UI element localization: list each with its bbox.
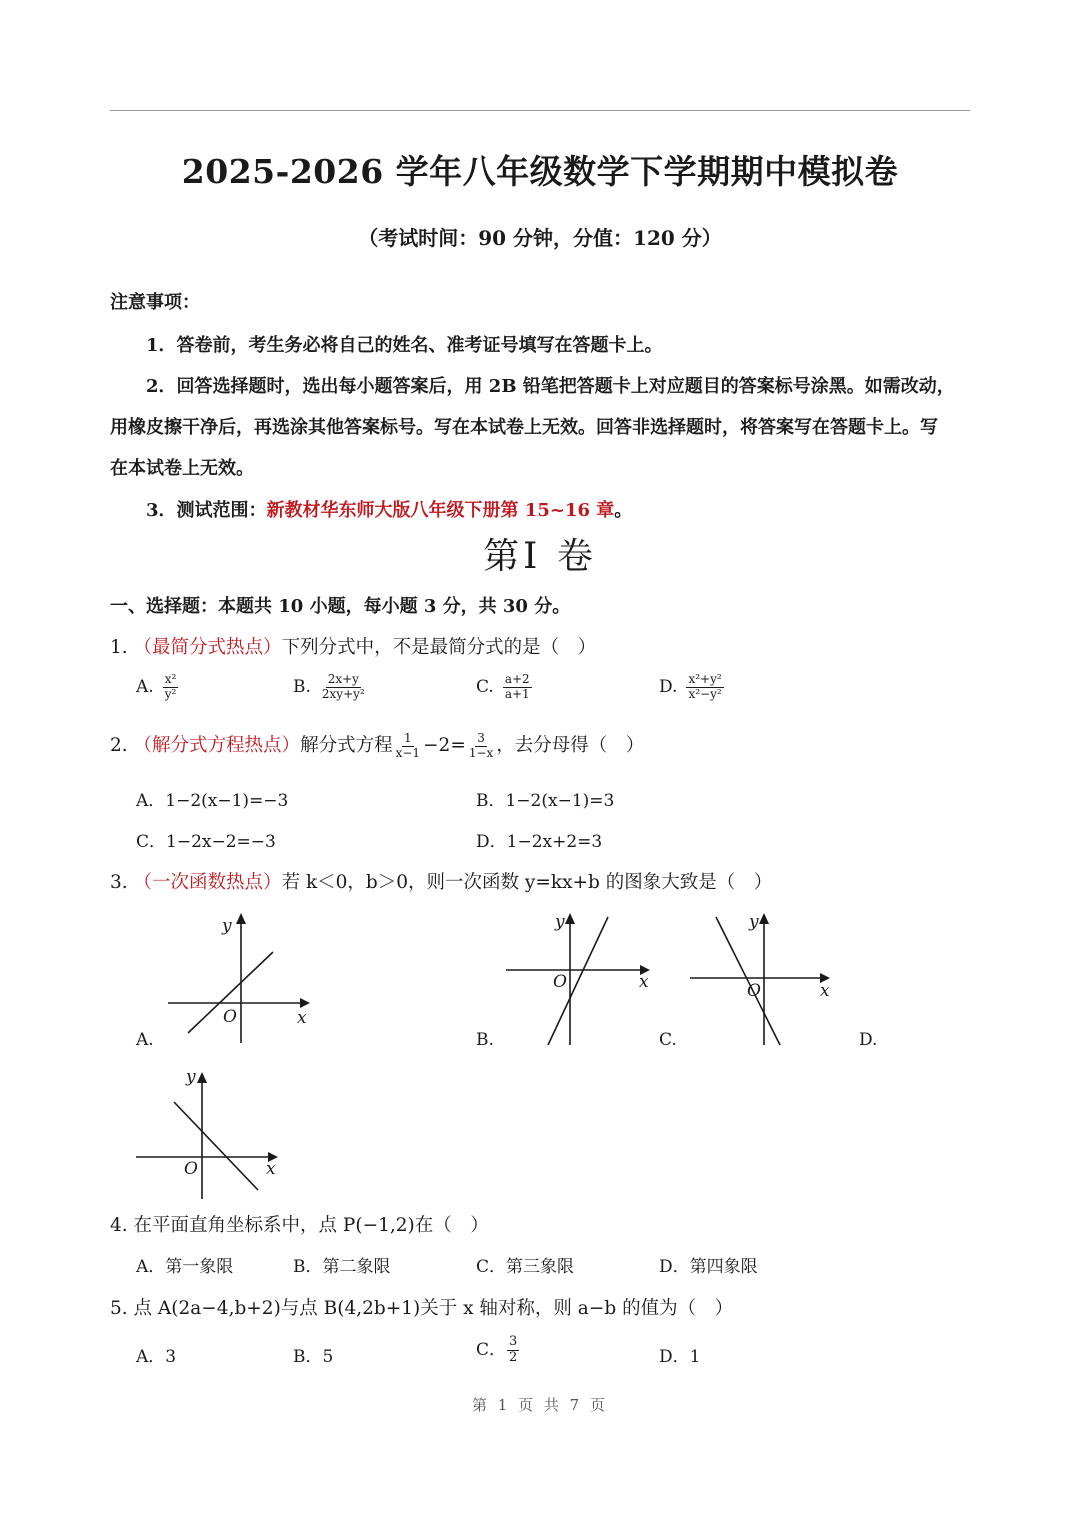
q2-fraction-2-denominator: 1−x bbox=[468, 745, 494, 760]
q2-tag: （解分式方程热点） bbox=[133, 735, 301, 756]
q4-number: 4. bbox=[110, 1215, 128, 1236]
q1-option-d-label: D. bbox=[659, 676, 678, 697]
q1-option-b bbox=[293, 673, 368, 702]
q1-option-c-numerator: a+2 bbox=[504, 672, 530, 686]
q3-text: 若 k＜0，b＞0，则一次函数 y=kx+b 的图象大致是（ ） bbox=[281, 872, 773, 893]
exam-title: 2025-2026 学年八年级数学下学期期中模拟卷 bbox=[181, 152, 899, 191]
q3-graph-d-y-label: y bbox=[186, 1067, 196, 1087]
question-2 bbox=[110, 731, 644, 760]
q4-option-a: A．第一象限 bbox=[136, 1257, 234, 1277]
q2-option-a: A．1−2(x−1)=−3 bbox=[136, 791, 289, 811]
q3-graph-c-x-label: x bbox=[820, 981, 830, 1001]
q3-option-b-label: B. bbox=[476, 1030, 494, 1050]
q2-fraction-2 bbox=[467, 732, 495, 761]
page-footer: 第 1 页 共 7 页 bbox=[472, 1396, 608, 1414]
question-5 bbox=[110, 1294, 733, 1320]
header-rule bbox=[110, 110, 970, 111]
q1-option-d-denominator: x²−y² bbox=[688, 686, 722, 701]
q2-fraction-1-denominator: x−1 bbox=[395, 745, 421, 760]
q5-option-d: D．1 bbox=[659, 1347, 701, 1367]
q4-option-c: C．第三象限 bbox=[476, 1257, 575, 1277]
q3-graph-c-y-label: y bbox=[749, 912, 759, 932]
q1-option-a-fraction bbox=[163, 673, 179, 702]
q1-option-c bbox=[476, 673, 533, 702]
q5-number: 5. bbox=[110, 1298, 128, 1319]
q2-fraction-1 bbox=[394, 732, 422, 761]
q3-graph-a-x-label: x bbox=[297, 1008, 307, 1028]
notice-item-3-prefix: 3．测试范围： bbox=[146, 500, 267, 521]
q1-option-b-label: B. bbox=[293, 676, 311, 697]
notice-item-2-line-3: 在本试卷上无效。 bbox=[110, 458, 254, 479]
q1-option-d-numerator: x²+y² bbox=[688, 672, 722, 686]
q1-option-b-fraction bbox=[320, 673, 367, 702]
q3-graph-b bbox=[502, 905, 662, 1050]
question-1 bbox=[110, 633, 596, 659]
q5-option-c-denominator: 2 bbox=[509, 1350, 518, 1365]
notice-item-2-line-1: 2．回答选择题时，选出每小题答案后，用 2B 铅笔把答题卡上对应题目的答案标号涂黑。如需改动， bbox=[146, 376, 955, 397]
q1-tag: （最简分式热点） bbox=[133, 637, 282, 658]
q3-graph-b-y-label: y bbox=[555, 912, 565, 932]
q3-graph-c bbox=[686, 905, 846, 1050]
q5-option-a: A．3 bbox=[136, 1347, 177, 1367]
q5-option-c bbox=[476, 1335, 520, 1366]
q1-option-d-fraction bbox=[686, 673, 723, 702]
notice-item-3-suffix: 。 bbox=[614, 500, 633, 521]
q2-text-after: ，去分母得（ ） bbox=[496, 735, 645, 756]
q3-option-c-label: C. bbox=[659, 1030, 677, 1050]
q3-graph-a-y-arrow bbox=[236, 913, 246, 924]
q1-option-a-denominator: y² bbox=[164, 686, 177, 701]
q1-option-d bbox=[659, 673, 725, 702]
q2-mid: −2= bbox=[423, 735, 466, 756]
q3-graph-b-origin: O bbox=[553, 972, 567, 992]
q1-option-c-denominator: a+1 bbox=[504, 686, 530, 701]
notice-item-3 bbox=[146, 496, 632, 522]
volume-title: 第Ⅰ 卷 bbox=[483, 536, 597, 577]
notice-heading: 注意事项： bbox=[110, 292, 200, 313]
q3-graph-c-origin: O bbox=[747, 981, 761, 1001]
q1-number: 1. bbox=[110, 637, 128, 658]
q3-option-d-label: D. bbox=[859, 1030, 878, 1050]
q3-graph-b-y-arrow bbox=[565, 913, 575, 924]
q2-option-b: B．1−2(x−1)=3 bbox=[476, 791, 615, 811]
q1-option-a bbox=[136, 673, 179, 702]
q3-graph-a-y-label: y bbox=[222, 916, 232, 936]
q2-fraction-2-numerator: 3 bbox=[477, 730, 485, 745]
question-4 bbox=[110, 1211, 489, 1237]
q2-number: 2. bbox=[110, 735, 128, 756]
q3-graph-a-origin: O bbox=[223, 1007, 237, 1027]
q1-option-b-numerator: 2x+y bbox=[327, 672, 359, 686]
q3-number: 3. bbox=[110, 872, 128, 893]
q2-option-d: D．1−2x+2=3 bbox=[476, 832, 603, 852]
test-range: 新教材华东师大版八年级下册第 15~16 章 bbox=[266, 500, 615, 521]
q5-text: 点 A(2a−4,b+2)与点 B(4,2b+1)关于 x 轴对称，则 a−b 的值为（ ） bbox=[133, 1298, 734, 1319]
q3-graph-d-y-arrow bbox=[197, 1072, 207, 1083]
q1-option-a-numerator: x² bbox=[164, 672, 177, 686]
q2-fraction-1-numerator: 1 bbox=[403, 730, 412, 745]
q3-graph-c-y-arrow bbox=[759, 913, 769, 924]
q2-text-before: 解分式方程 bbox=[300, 735, 393, 756]
q5-option-c-label: C． bbox=[476, 1340, 507, 1360]
exam-subtitle: （考试时间：90 分钟，分值：120 分） bbox=[358, 226, 722, 250]
section-title: 一、选择题：本题共 10 小题，每小题 3 分，共 30 分。 bbox=[110, 596, 571, 617]
q5-option-b: B．5 bbox=[293, 1347, 334, 1367]
q3-option-a-label: A. bbox=[136, 1030, 154, 1050]
question-3 bbox=[110, 868, 772, 894]
q3-graph-b-x-label: x bbox=[639, 972, 649, 992]
q4-text: 在平面直角坐标系中，点 P(−1,2)在（ ） bbox=[133, 1215, 489, 1236]
q4-option-d: D．第四象限 bbox=[659, 1257, 758, 1277]
q4-option-b: B．第二象限 bbox=[293, 1257, 391, 1277]
q5-option-c-numerator: 3 bbox=[509, 1334, 518, 1350]
q3-graph-a-x-arrow bbox=[300, 998, 310, 1008]
q1-text: 下列分式中，不是最简分式的是（ ） bbox=[281, 637, 597, 658]
q3-graph-d bbox=[132, 1062, 292, 1207]
q3-graph-d-x-label: x bbox=[266, 1159, 276, 1179]
notice-item-1: 1．答卷前，考生务必将自己的姓名、准考证号填写在答题卡上。 bbox=[146, 335, 663, 356]
q1-option-a-label: A. bbox=[136, 676, 154, 697]
q1-option-c-fraction bbox=[503, 673, 532, 702]
q1-option-c-label: C. bbox=[476, 676, 494, 697]
q3-graph-a bbox=[160, 905, 320, 1050]
q2-option-c: C．1−2x−2=−3 bbox=[136, 832, 276, 852]
q3-tag: （一次函数热点） bbox=[133, 872, 282, 893]
q1-option-b-denominator: 2xy+y² bbox=[321, 686, 365, 701]
q5-option-c-fraction bbox=[507, 1335, 519, 1366]
notice-item-2-line-2: 用橡皮擦干净后，再选涂其他答案标号。写在本试卷上无效。回答非选择题时，将答案写在答题卡上。写 bbox=[110, 417, 938, 438]
q3-graph-d-origin: O bbox=[184, 1159, 198, 1179]
